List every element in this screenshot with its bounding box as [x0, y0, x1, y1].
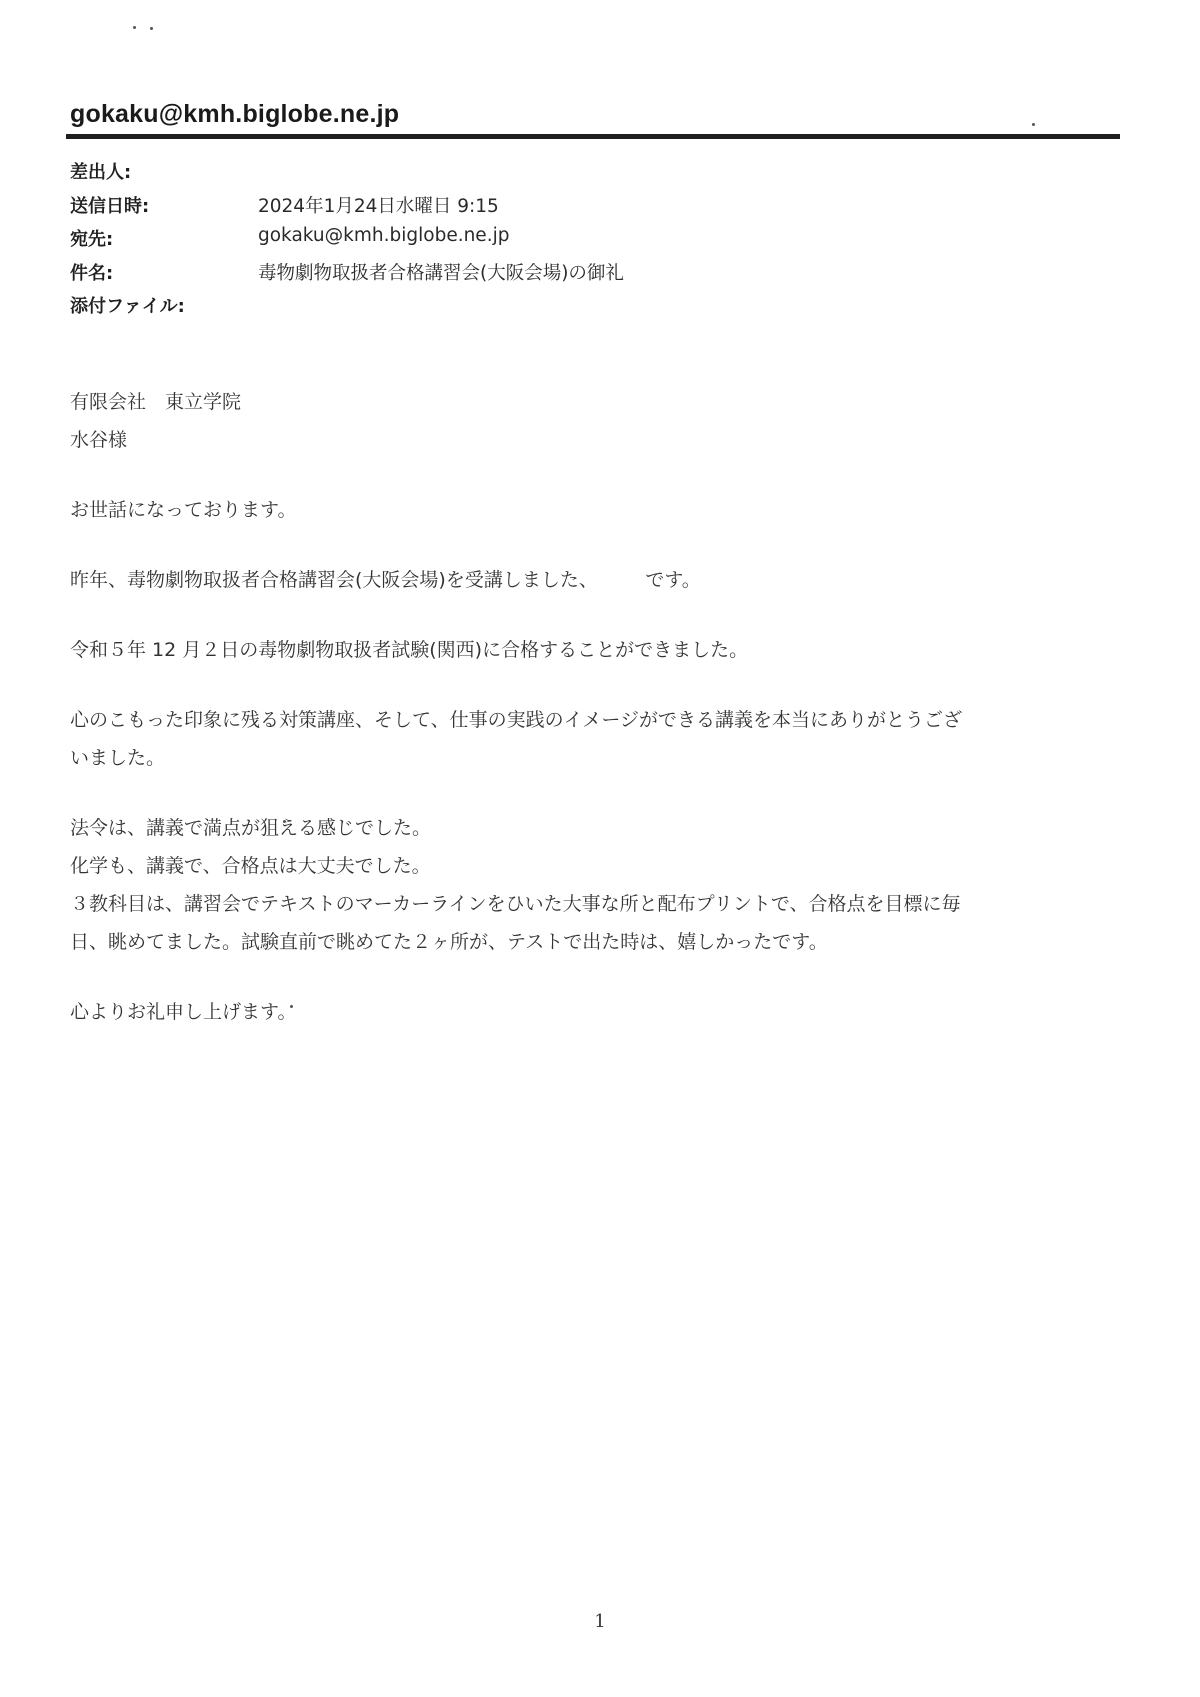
scan-speck — [133, 26, 136, 29]
header-label-to: 宛先: — [70, 229, 114, 250]
title-divider — [66, 134, 1120, 139]
header-value-subject: 毒物劇物取扱者合格講習会(大阪会場)の御礼 — [258, 262, 624, 284]
header-label-sent: 送信日時: — [70, 195, 150, 217]
result-line: 令和５年 12 月２日の毒物劇物取扱者試験(関西)に合格することができました。 — [70, 639, 749, 661]
thanks-line-1: 心のこもった印象に残る対策講座、そして、仕事の実践のイメージができる講義を本当にありがとうござ — [70, 709, 963, 731]
email-header-block — [70, 158, 1070, 326]
three-subjects-line-1: ３教科目は、講習会でテキストのマーカーラインをひいた大事な所と配布プリントで、合格点を目標に毎 — [70, 893, 961, 915]
header-label-attachments: 添付ファイル: — [70, 296, 185, 317]
addressee-name: 水谷様 — [70, 429, 128, 451]
closing-line: 心よりお礼申し上げます。 — [70, 1001, 297, 1023]
greeting-line: お世話になっております。 — [70, 499, 297, 521]
law-line: 法令は、講義で満点が狙える感じでした。 — [70, 817, 432, 839]
page-number: 1 — [594, 1611, 606, 1632]
intro-line: 昨年、毒物劇物取扱者合格講習会(大阪会場)を受講しました、 です。 — [70, 569, 701, 591]
header-row-from — [70, 158, 1070, 192]
three-subjects-line-2: 日、眺めてました。試験直前で眺めてた２ヶ所が、テストで出た時は、嬉しかったです。 — [70, 931, 828, 953]
addressee-company: 有限会社 東立学院 — [70, 391, 242, 413]
header-row-attachments — [70, 292, 1070, 326]
header-row-subject — [70, 259, 1070, 293]
header-value-to: gokaku@kmh.biglobe.ne.jp — [258, 225, 510, 246]
email-body — [70, 383, 1110, 1031]
header-row-to — [70, 225, 1070, 259]
thanks-line-2: いました。 — [70, 747, 166, 769]
sender-address-title: gokaku@kmh.biglobe.ne.jp — [70, 100, 400, 128]
header-label-from: 差出人: — [70, 162, 132, 183]
header-value-sent: 2024年1月24日水曜日 9:15 — [258, 195, 499, 217]
chemistry-line: 化学も、講義で、合格点は大丈夫でした。 — [70, 855, 431, 877]
scan-speck — [1032, 123, 1035, 126]
scan-speck — [150, 27, 153, 30]
header-row-sent — [70, 192, 1070, 226]
header-label-subject: 件名: — [70, 262, 114, 284]
